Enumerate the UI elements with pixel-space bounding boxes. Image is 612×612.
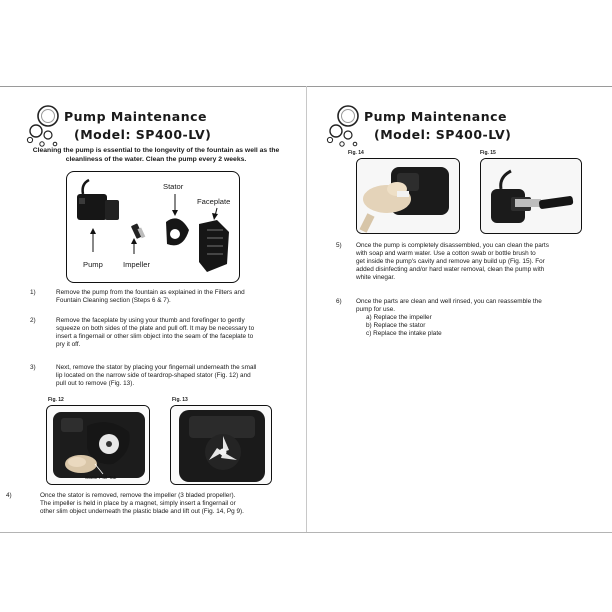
step-2-line-2: squeeze on both sides of the plate and pull off. It may be necessary to: [56, 325, 255, 332]
fig-13-photo: [170, 405, 272, 485]
bottle-brush-photo: [481, 159, 582, 234]
right-step-6: [336, 298, 602, 346]
fig-12-photo: [46, 405, 150, 485]
step-2-line-3: insert a fingernail or other slim object into the seam of the faceplate to: [56, 333, 254, 340]
stator-callout: Stator: [163, 182, 184, 191]
bottom-rule: [0, 532, 612, 533]
right-title-line-1: Pump Maintenance: [364, 109, 508, 124]
step-1-line-2: Fountain Cleaning section (Steps 6 & 7).: [56, 297, 171, 304]
step-number: 6): [336, 298, 342, 305]
left-step-3: [30, 364, 290, 392]
fig-15-photo: [480, 158, 582, 234]
stator-pull-tab-photo: [47, 406, 150, 485]
page-gutter: [306, 86, 307, 532]
step-4-line-1: Once the stator is removed, remove the impeller (3 bladed propeller).: [40, 492, 236, 499]
step-6-line-1: Once the parts are clean and well rinsed, you can reassemble the: [356, 298, 542, 305]
reassembly-item: b) Replace the stator: [366, 322, 426, 329]
step-4-line-3: other slim object underneath the plastic blade and lift out (Fig. 14, Pg 9).: [40, 508, 244, 515]
step-2-line-4: pry it off.: [56, 341, 81, 348]
left-title-line-2: (Model: SP400-LV): [74, 127, 212, 142]
fig-14-label: Fig. 14: [348, 150, 364, 156]
fig-14-photo: [356, 158, 460, 234]
faceplate-callout: Faceplate: [197, 197, 231, 206]
step-5-line-4: added disinfecting and/or hard water removal, clean the pump with: [356, 266, 545, 273]
step-3-line-1: Next, remove the stator by placing your fingernail underneath the small: [56, 364, 257, 371]
left-step-2: [30, 317, 290, 353]
step-number: 2): [30, 317, 36, 324]
fig-15-label: Fig. 15: [480, 150, 496, 156]
step-4-line-2: The impeller is held in place by a magnet, simply insert a fingernail or: [40, 500, 236, 507]
step-number: 1): [30, 289, 36, 296]
left-intro-text: Cleaning the pump is essential to the longevity of the fountain as well as the cleanliness of the water. Clean the pump every 2 weeks.: [32, 147, 280, 163]
step-5-line-2: with soap and warm water. Use a cotton swab or bottle brush to: [356, 250, 536, 257]
step-number: 4): [6, 492, 12, 499]
pump-parts-diagram: [66, 171, 240, 283]
right-title-line-2: (Model: SP400-LV): [374, 127, 512, 142]
step-1-line-1: Remove the pump from the fountain as explained in the Filters and: [56, 289, 245, 296]
step-6-line-2: pump for use.: [356, 306, 396, 313]
step-5-line-1: Once the pump is completely disassembled, you can clean the parts: [356, 242, 549, 249]
reassembly-item: c) Replace the intake plate: [366, 330, 442, 337]
fig-13-label: Fig. 13: [172, 397, 188, 403]
right-step-5: [336, 242, 602, 286]
fig-12-label: Fig. 12: [48, 397, 64, 403]
reassembly-item: a) Replace the impeller: [366, 314, 432, 321]
right-page-header: [326, 104, 596, 148]
pump-callout: Pump: [83, 260, 103, 269]
step-2-line-1: Remove the faceplate by using your thumb and forefinger to gently: [56, 317, 245, 324]
step-5-line-5: white vinegar.: [356, 274, 396, 281]
left-step-1: [30, 289, 290, 309]
step-3-line-3: pull out to remove (Fig. 13).: [56, 380, 135, 387]
step-number: 5): [336, 242, 342, 249]
left-step-4: [6, 492, 296, 520]
step-3-line-2: lip located on the narrow side of teardrop-shaped stator (Fig. 12) and: [56, 372, 251, 379]
impeller-photo: [171, 406, 272, 485]
impeller-callout: Impeller: [123, 260, 151, 269]
stator-pull-tab-label: Stator Pull-Tab: [85, 476, 117, 481]
left-page-header: [26, 104, 286, 148]
left-title-line-1: Pump Maintenance: [64, 109, 208, 124]
step-5-line-3: get inside the pump's cavity and remove any build up (Fig. 15). For: [356, 258, 545, 265]
step-number: 3): [30, 364, 36, 371]
impeller-removal-photo: [357, 159, 460, 234]
